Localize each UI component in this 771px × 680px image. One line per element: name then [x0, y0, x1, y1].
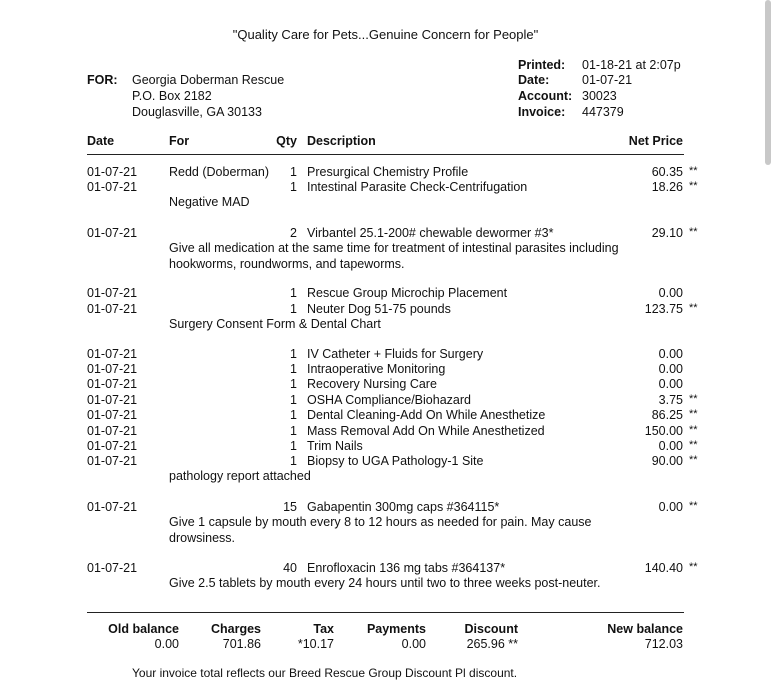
row-qty: 1	[290, 362, 297, 376]
row-price: 0.00	[658, 347, 683, 361]
row-qty: 1	[290, 439, 297, 453]
old-balance-label: Old balance	[108, 622, 179, 636]
row-date: 01-07-21	[87, 347, 138, 361]
payments-value: 0.00	[401, 637, 426, 651]
printed-label: Printed:	[518, 58, 566, 72]
column-date: Date	[87, 134, 115, 148]
row-qty: 1	[290, 393, 297, 407]
row-description: IV Catheter + Fluids for Surgery	[307, 347, 484, 361]
row-description: Trim Nails	[307, 439, 363, 453]
row-qty: 1	[290, 302, 297, 316]
table-row	[0, 180, 771, 196]
charges-label: Charges	[210, 622, 261, 636]
row-price: 0.00	[658, 286, 683, 300]
row-date: 01-07-21	[87, 439, 138, 453]
row-description: Presurgical Chemistry Profile	[307, 165, 469, 179]
row-description: Neuter Dog 51-75 pounds	[307, 302, 451, 316]
invoice-value: 447379	[582, 105, 624, 119]
row-date: 01-07-21	[87, 165, 138, 179]
row-for: Redd (Doberman)	[169, 165, 270, 179]
tax-label: Tax	[313, 622, 334, 636]
column-description: Description	[307, 134, 376, 148]
table-row	[0, 561, 771, 577]
row-date: 01-07-21	[87, 393, 138, 407]
row-description: Virbantel 25.1-200# chewable dewormer #3*	[307, 226, 554, 240]
row-mark: **	[689, 500, 698, 512]
table-row	[0, 424, 771, 440]
column-qty: Qty	[276, 134, 297, 148]
row-mark: **	[689, 408, 698, 420]
row-date: 01-07-21	[87, 561, 138, 575]
row-qty: 40	[283, 561, 297, 575]
row-price: 90.00	[651, 454, 683, 468]
table-row	[0, 439, 771, 455]
tagline: "Quality Care for Pets...Genuine Concern for People"	[232, 27, 539, 42]
row-qty: 1	[290, 377, 297, 391]
row-description: Biopsy to UGA Pathology-1 Site	[307, 454, 484, 468]
scrollbar-thumb[interactable]	[765, 0, 771, 165]
table-row	[0, 226, 771, 242]
row-mark: **	[689, 180, 698, 192]
row-price: 140.40	[644, 561, 683, 575]
line-note: Negative MAD	[169, 195, 250, 209]
discount-footnote: Your invoice total reflects our Breed Rescue Group Discount Pl discount.	[132, 666, 518, 680]
row-date: 01-07-21	[87, 180, 138, 194]
row-mark: **	[689, 439, 698, 451]
row-qty: 1	[290, 424, 297, 438]
table-row	[0, 347, 771, 363]
row-date: 01-07-21	[87, 377, 138, 391]
tax-value: *10.17	[297, 637, 334, 651]
row-date: 01-07-21	[87, 408, 138, 422]
row-price: 0.00	[658, 500, 683, 514]
row-qty: 1	[290, 180, 297, 194]
row-qty: 1	[290, 408, 297, 422]
row-description: Rescue Group Microchip Placement	[307, 286, 508, 300]
row-mark: **	[689, 393, 698, 405]
row-qty: 15	[283, 500, 297, 514]
old-balance-value: 0.00	[154, 637, 179, 651]
table-row	[0, 408, 771, 424]
table-row	[0, 286, 771, 302]
line-note: Give all medication at the same time for treatment of intestinal parasites including hookworms, roundworms, and tapeworms.	[169, 241, 619, 271]
row-mark: **	[689, 226, 698, 238]
client-address-line1: P.O. Box 2182	[132, 89, 212, 103]
discount-label: Discount	[464, 622, 518, 636]
row-mark: **	[689, 561, 698, 573]
row-description: Enrofloxacin 136 mg tabs #364137*	[307, 561, 506, 575]
row-price: 60.35	[651, 165, 683, 179]
printed-value: 01-18-21 at 2:07p	[582, 58, 681, 72]
row-description: Intraoperative Monitoring	[307, 362, 446, 376]
account-value: 30023	[582, 89, 617, 103]
client-name: Georgia Doberman Rescue	[132, 73, 285, 87]
row-price: 150.00	[644, 424, 683, 438]
table-row	[0, 362, 771, 378]
client-address-line2: Douglasville, GA 30133	[132, 105, 262, 119]
row-description: Mass Removal Add On While Anesthetized	[307, 424, 545, 438]
table-row	[0, 393, 771, 409]
charges-value: 701.86	[222, 637, 261, 651]
row-date: 01-07-21	[87, 454, 138, 468]
table-row	[0, 454, 771, 470]
line-note: Surgery Consent Form & Dental Chart	[169, 317, 381, 331]
row-description: Gabapentin 300mg caps #364115*	[307, 500, 500, 514]
new-balance-value: 712.03	[644, 637, 683, 651]
line-note: Give 1 capsule by mouth every 8 to 12 hours as needed for pain. May cause drowsiness.	[169, 515, 592, 545]
row-date: 01-07-21	[87, 424, 138, 438]
row-qty: 1	[290, 454, 297, 468]
row-price: 0.00	[658, 362, 683, 376]
row-mark: **	[689, 454, 698, 466]
invoice-label: Invoice:	[518, 105, 566, 119]
row-mark: **	[689, 165, 698, 177]
table-row	[0, 165, 771, 181]
row-description: Dental Cleaning-Add On While Anesthetize	[307, 408, 546, 422]
row-qty: 1	[290, 347, 297, 361]
row-price: 123.75	[644, 302, 683, 316]
column-for: For	[169, 134, 190, 148]
table-row	[0, 302, 771, 318]
row-price: 18.26	[651, 180, 683, 194]
discount-value: 265.96 **	[466, 637, 518, 651]
row-description: Recovery Nursing Care	[307, 377, 437, 391]
payments-label: Payments	[366, 622, 426, 636]
for-label: FOR:	[87, 73, 118, 87]
row-price: 3.75	[658, 393, 683, 407]
line-note: Give 2.5 tablets by mouth every 24 hours until two to three weeks post-neuter.	[169, 576, 601, 590]
row-qty: 1	[290, 286, 297, 300]
line-note: pathology report attached	[169, 469, 311, 483]
table-row	[0, 500, 771, 516]
row-price: 29.10	[651, 226, 683, 240]
table-row	[0, 377, 771, 393]
row-description: OSHA Compliance/Biohazard	[307, 393, 471, 407]
row-description: Intestinal Parasite Check-Centrifugation	[307, 180, 528, 194]
row-qty: 1	[290, 165, 297, 179]
row-date: 01-07-21	[87, 500, 138, 514]
header-rule	[87, 154, 684, 155]
account-label: Account:	[518, 89, 573, 103]
row-date: 01-07-21	[87, 362, 138, 376]
row-qty: 2	[290, 226, 297, 240]
row-date: 01-07-21	[87, 302, 138, 316]
row-price: 0.00	[658, 439, 683, 453]
totals-rule	[87, 612, 684, 613]
row-mark: **	[689, 424, 698, 436]
row-price: 0.00	[658, 377, 683, 391]
date-label: Date:	[518, 73, 550, 87]
column-net-price: Net Price	[628, 134, 683, 148]
row-date: 01-07-21	[87, 286, 138, 300]
row-date: 01-07-21	[87, 226, 138, 240]
row-price: 86.25	[651, 408, 683, 422]
date-value: 01-07-21	[582, 73, 633, 87]
new-balance-label: New balance	[607, 622, 683, 636]
row-mark: **	[689, 302, 698, 314]
